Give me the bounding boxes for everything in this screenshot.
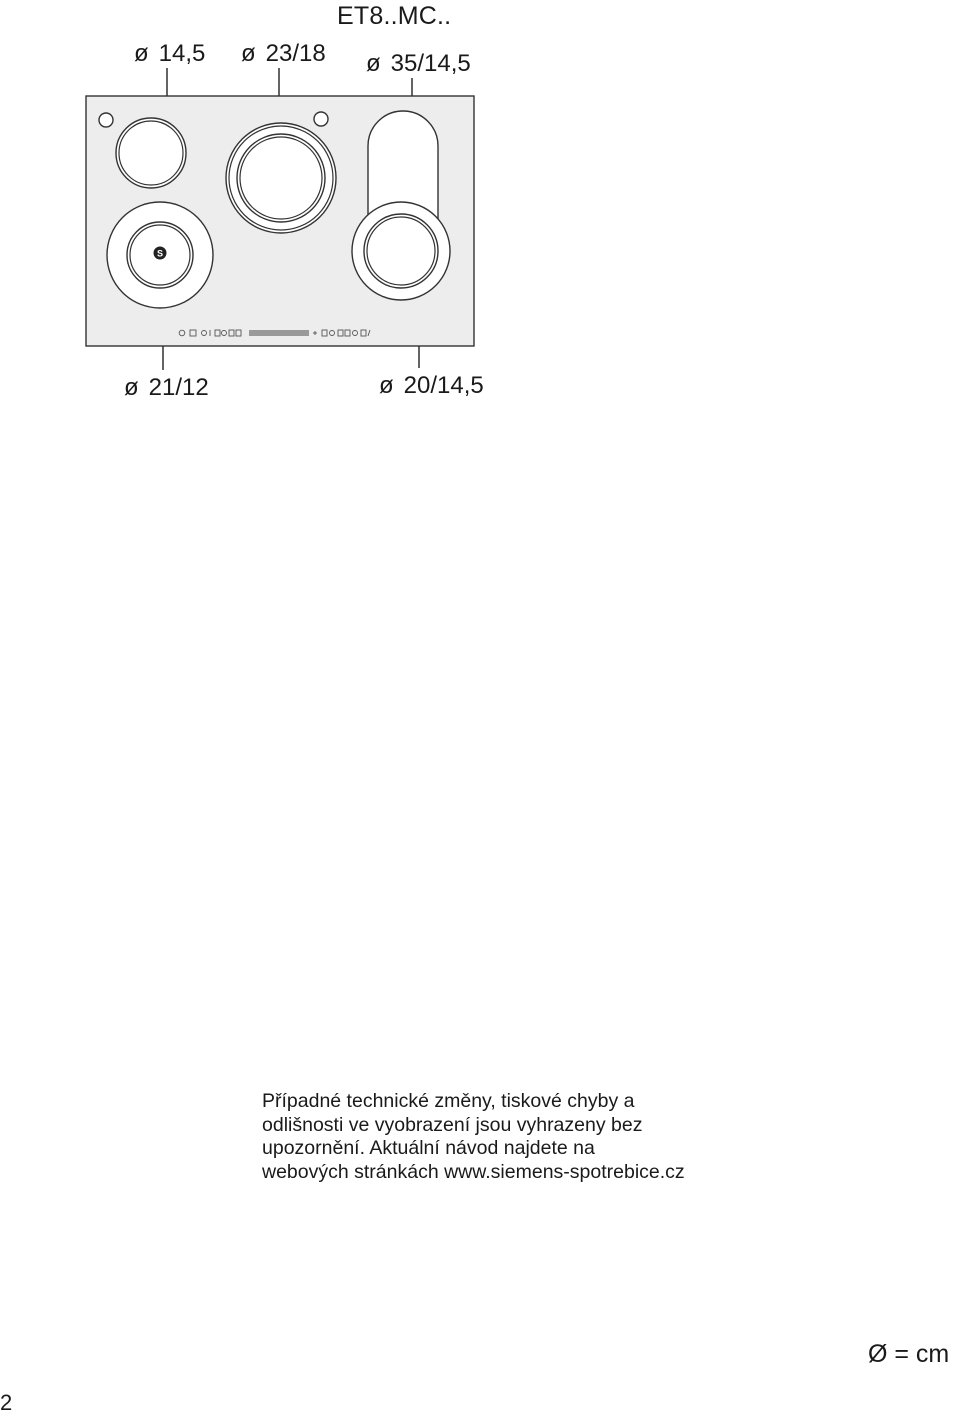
dimension-value: 14,5 [158, 40, 206, 67]
cooktop-diagram [0, 0, 960, 420]
dimension-value: 21/12 [148, 374, 209, 401]
dimension-value: 20/14,5 [403, 372, 484, 399]
diameter-symbol: ø [366, 50, 381, 77]
cooking-zone-top-center [226, 123, 336, 233]
notice-line: odlišnosti ve vyobrazení jsou vyhrazeny bez [262, 1113, 643, 1136]
disclaimer-notice [262, 1090, 782, 1184]
diameter-symbol: ø [124, 374, 139, 401]
indicator-dot-left [99, 113, 113, 127]
indicator-dot-center [314, 112, 328, 126]
cooking-zone-top-left [116, 118, 186, 188]
notice-line: Případné technické změny, tiskové chyby a [262, 1090, 635, 1112]
page-number: 2 [0, 1390, 13, 1415]
diameter-symbol: ø [134, 40, 149, 67]
unit-legend: Ø = cm [868, 1340, 950, 1368]
dimension-value: 35/14,5 [390, 50, 471, 77]
dimension-value: 23/18 [265, 40, 326, 67]
notice-line: webových stránkách www.siemens-spotrebice.cz [262, 1160, 685, 1183]
notice-line: upozornění. Aktuální návod najdete na [262, 1137, 595, 1159]
sensor-badge-label: S [156, 248, 164, 259]
model-number: ET8..MC.. [337, 2, 452, 30]
diameter-symbol: ø [241, 40, 256, 67]
diameter-symbol: ø [379, 372, 394, 399]
